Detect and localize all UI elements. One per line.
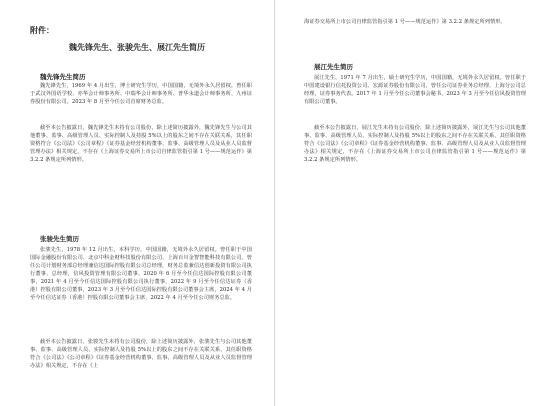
attachment-label: 附件： xyxy=(30,25,54,35)
wei-bio-paragraph: 魏先锋先生，1969 年 4 月出生，博士研究生学历，中国国籍，无境外永久居留权。曾任职于武汉外国语学校、亦华会计师事务所、中瑞华会计师事务所、普华永道会计师事务所、九州证券股份有限公司。2023 年 8 月至今任公司首席财务总监。 xyxy=(30,83,252,105)
wei-disclosure-paragraph: 截至本公告披露日，魏先锋先生未持有公司股份，除上述简历披露外，魏先锋先生与公司其他董事、监事、高级管理人员、实际控制人及持股 5%以上的股东之间不存在关联关系，其任职资格符合《公司法》《公司章程》《证券基金经营机构董事、监事、高级管理人员及从业人员监督管理办法》相关规定，不存在《上海证券交易所上市公司自律监管指引第 1 号——规范运作》第 3.2.2 条规定所列情形。 xyxy=(30,125,252,163)
wei-resume-heading: 魏先锋先生简历 xyxy=(40,73,86,81)
continued-paragraph: 海证券交易所上市公司自律监管指引第 1 号——规范运作》第 3.2.2 条规定所列情形。 xyxy=(304,19,506,25)
right-page xyxy=(276,0,550,406)
zhan-disclosure-paragraph: 截至本公告披露日，展江先生未持有公司股份，除上述简历披露外，展江先生与公司其他董事、监事、高级管理人员、实际控制人及持股 5%以上的股东之间不存在关联关系，其任职资格符合《公司法》《公司章程》《证券基金经营机构董事、监事、高级管理人员及从业人员监督管理办法》相关规定，不存在《上海证券交易所上市公司自律监管指引第 1 号——规范运作》第 3.2.2 条规定所列情形。 xyxy=(304,125,526,163)
document-title: 魏先锋先生、张骏先生、展江先生简历 xyxy=(69,42,205,52)
zhang-disclosure-paragraph: 截至本公告披露日，张骏先生未持有公司股份，除上述简历披露外，张骏先生与公司其他董事、监事、高级管理人员、实际控制人及持股 5%以上的股东之间不存在关联关系，其任职资格符合《公司法》《公司章程》《证券基金经营机构董事、监事、高级管理人员及从业人员监督管理办法》相关规定，不存在《上 xyxy=(30,339,252,369)
zhan-bio-paragraph: 展江先生，1971 年 7 月出生，硕士研究生学历，中国国籍，无境外永久居留权。曾任职于中国建设银行信托投资公司、宏源证券股份有限公司，曾任公司证券业务总经理、上海分公司总经理，证券事务代表。2017 年 1 月至今任公司董事会秘书，2023 年 3 月至今任信风投资管理有限公司董事。 xyxy=(304,75,526,105)
zhan-resume-heading: 展江先生简历 xyxy=(314,63,353,71)
zhang-bio-paragraph: 张骏先生，1978 年 12 月出生，本科学历，中国国籍，无境外永久居留权。曾任职于中国国际金融股份有限公司、北京中科金财科技股份有限公司、上海百川金智智能科技有限公司。曾任公司计划财务部总经理兼信达国际控股有限公司总经理，财务总监兼信达创新投资有限公司执行董事、总经理，信风投资管理有限公司董事。2020 年 6 月至今任信达国际控股有限公司董事，2021 年 4 月至今任信达国际控股有限公司执行董事，2022 年 9 月至今任信达证券（香港）控股有限公司董事，2023 年 3 月至今任信达国际控股有限公司董事会主席，2024 年 4 月至今任信达证券（香港）控股有限公司董事会主席，2022 年 4 月至今任公司财务总监。 xyxy=(30,247,252,301)
zhang-resume-heading: 张骏先生简历 xyxy=(40,235,79,243)
